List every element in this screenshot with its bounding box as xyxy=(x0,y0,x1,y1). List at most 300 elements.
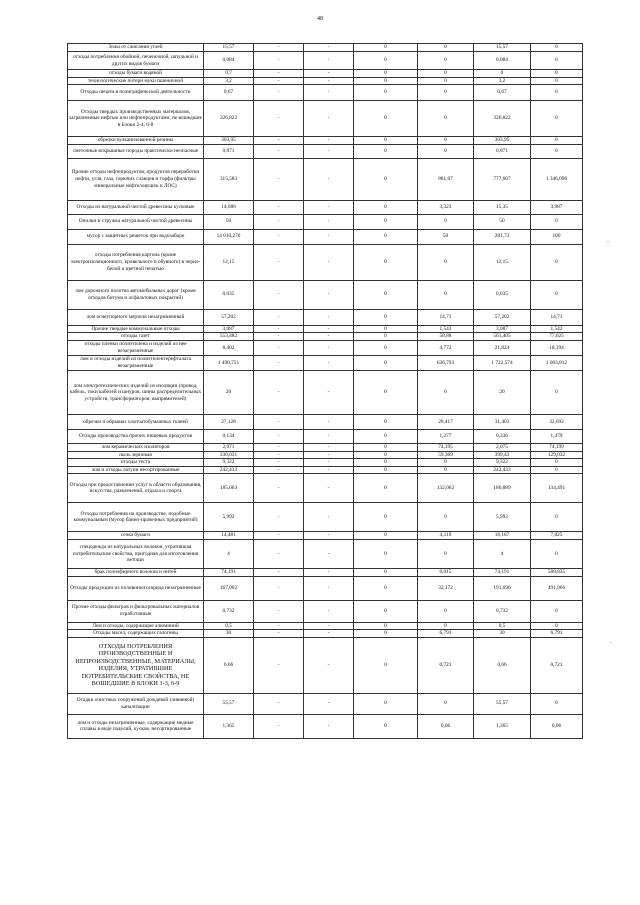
value-cell: 15,57 xyxy=(474,44,531,52)
value-cell: 0 xyxy=(354,600,418,622)
value-cell: - xyxy=(304,137,354,145)
value-cell: 0 xyxy=(354,637,418,693)
value-cell: 57,202 xyxy=(204,309,254,325)
value-cell: 0 xyxy=(418,244,474,280)
value-cell: - xyxy=(304,622,354,630)
value-cell: 0,721 xyxy=(531,637,583,693)
value-cell: 15,35 xyxy=(474,200,531,214)
value-cell: 1 346,096 xyxy=(531,158,583,200)
value-cell: 50,88 xyxy=(418,333,474,341)
value-cell: - xyxy=(304,244,354,280)
value-cell: 0,66 xyxy=(474,637,531,693)
value-cell: 0 xyxy=(474,70,531,78)
value-cell: 326,822 xyxy=(204,101,254,137)
value-cell: - xyxy=(304,576,354,600)
value-cell: 0 xyxy=(354,144,418,158)
value-cell: - xyxy=(304,229,354,244)
value-cell: - xyxy=(304,325,354,333)
value-cell: 0,732 xyxy=(204,600,254,622)
table-row xyxy=(68,280,583,309)
value-cell: 185,063 xyxy=(204,474,254,503)
table-row xyxy=(68,70,583,78)
value-cell: 0 xyxy=(418,52,474,70)
value-cell: 0,871 xyxy=(204,144,254,158)
value-cell: 0,67 xyxy=(204,85,254,101)
waste-name-cell: сечка бумаги xyxy=(68,532,204,540)
value-cell: 74,195 xyxy=(418,443,474,451)
value-cell: 0 xyxy=(354,158,418,200)
value-cell: 15,57 xyxy=(204,44,254,52)
table-row xyxy=(68,244,583,280)
value-cell: - xyxy=(304,637,354,693)
value-cell: 326,822 xyxy=(474,101,531,137)
waste-name-cell: отходы газет xyxy=(68,333,204,341)
value-cell: - xyxy=(304,474,354,503)
table-row xyxy=(68,325,583,333)
value-cell: - xyxy=(254,309,304,325)
value-cell: 3,087 xyxy=(474,325,531,333)
value-cell: - xyxy=(254,44,304,52)
value-cell: 777,607 xyxy=(474,158,531,200)
value-cell: 242,433 xyxy=(204,466,254,474)
value-cell: 0 xyxy=(418,622,474,630)
value-cell: 0 xyxy=(418,85,474,101)
value-cell: 0 xyxy=(354,532,418,540)
value-cell: 20 xyxy=(204,370,254,414)
value-cell: 281,73 xyxy=(474,229,531,244)
value-cell: 18,187 xyxy=(474,532,531,540)
waste-name-cell: Золы от сжигания углей xyxy=(68,44,204,52)
value-cell: 0,5 xyxy=(204,622,254,630)
value-cell: 0 xyxy=(354,693,418,714)
waste-name-cell: обрезки и обрывки хлопчатобумажных тканей xyxy=(68,414,204,429)
value-cell: 1,543 xyxy=(531,325,583,333)
table-row xyxy=(68,52,583,70)
waste-name-cell: мусор с защитных решеток при водозаборе xyxy=(68,229,204,244)
value-cell: 0 xyxy=(354,340,418,355)
value-cell: 0 xyxy=(531,137,583,145)
value-cell: 0 xyxy=(354,333,418,341)
table-row xyxy=(68,355,583,370)
value-cell: - xyxy=(254,693,304,714)
value-cell: - xyxy=(254,214,304,229)
waste-name-cell: лом керамических изоляторов xyxy=(68,443,204,451)
waste-name-cell: Отходы печати в полиграфической деятельности xyxy=(68,85,204,101)
value-cell: 0 xyxy=(354,630,418,638)
value-cell: 0 xyxy=(354,325,418,333)
value-cell: - xyxy=(254,600,304,622)
value-cell: 167,002 xyxy=(204,576,254,600)
value-cell: 0 xyxy=(418,101,474,137)
value-cell: 50 xyxy=(474,214,531,229)
value-cell: 0,336 xyxy=(474,429,531,443)
value-cell: 0 xyxy=(354,443,418,451)
value-cell: 0,06 xyxy=(418,714,474,738)
waste-name-cell: Осадки очистных сооружений дождевой (ливневой) канализации xyxy=(68,693,204,714)
value-cell: 242,433 xyxy=(474,466,531,474)
value-cell: - xyxy=(254,200,304,214)
value-cell: 134,491 xyxy=(531,474,583,503)
value-cell: - xyxy=(254,280,304,309)
value-cell: 0 xyxy=(354,503,418,532)
value-cell: 6,791 xyxy=(531,630,583,638)
value-cell: 32,692 xyxy=(531,414,583,429)
value-cell: - xyxy=(254,443,304,451)
value-cell: 59,369 xyxy=(418,451,474,459)
value-cell: 1,543 xyxy=(418,325,474,333)
table-row xyxy=(68,144,583,158)
table-row xyxy=(68,101,583,137)
value-cell: 0 xyxy=(418,44,474,52)
waste-name-cell: ОТХОДЫ ПОТРЕБЛЕНИЯ ПРОИЗВОДСТВЕННЫЕ И НЕПРОИЗВОДСТВЕННЫЕ, МАТЕРИАЛЫ, ИЗДЕЛИЯ, УТРАТИВШИЕ ПОТРЕБИТЕЛЬСКИЕ СВОЙСТВА, НЕ ВОШЕДШИЕ В БЛОКИ 1-3, 6-9 xyxy=(68,637,204,693)
value-cell: 0 xyxy=(531,44,583,52)
value-cell: 0 xyxy=(354,77,418,85)
value-cell: 0 xyxy=(531,214,583,229)
value-cell: 0 xyxy=(418,693,474,714)
value-cell: - xyxy=(304,214,354,229)
value-cell: 50 xyxy=(204,214,254,229)
waste-name-cell: лом и отходы изделий из полиэтилентерефталата незагрязненные xyxy=(68,355,204,370)
value-cell: 3,323 xyxy=(418,200,474,214)
value-cell: 0,035 xyxy=(474,280,531,309)
waste-name-cell: технологические потери муки пшеничной xyxy=(68,77,204,85)
table-row xyxy=(68,214,583,229)
waste-name-cell: Отходы производства прочих пищевых продуктов xyxy=(68,429,204,443)
value-cell: 0 xyxy=(354,539,418,568)
waste-name-cell: Прочие твердые коммунальные отходы xyxy=(68,325,204,333)
waste-name-cell: лом и отходы латуни несортированные xyxy=(68,466,204,474)
value-cell: 3,087 xyxy=(204,325,254,333)
value-cell: 9,322 xyxy=(474,459,531,467)
value-cell: - xyxy=(254,52,304,70)
value-cell: 0 xyxy=(531,503,583,532)
value-cell: 100 xyxy=(531,229,583,244)
value-cell: - xyxy=(254,355,304,370)
waste-name-cell: обрезки вулканизованной резины xyxy=(68,137,204,145)
waste-name-cell: Отходы потребления на производстве, подобные коммунальным (мусор банно-прачечных предприятий) xyxy=(68,503,204,532)
value-cell: 0 xyxy=(531,600,583,622)
value-cell: - xyxy=(254,539,304,568)
value-cell: 3,2 xyxy=(474,77,531,85)
value-cell: - xyxy=(254,325,304,333)
value-cell: 0 xyxy=(418,280,474,309)
value-cell: 491,966 xyxy=(531,576,583,600)
value-cell: 57,202 xyxy=(474,309,531,325)
value-cell: - xyxy=(304,600,354,622)
value-cell: - xyxy=(254,429,304,443)
value-cell: - xyxy=(254,70,304,78)
margin-mark: - xyxy=(607,239,609,245)
value-cell: 0 xyxy=(418,70,474,78)
value-cell: 30 xyxy=(474,630,531,638)
value-cell: 330,031 xyxy=(204,451,254,459)
value-cell: 0 xyxy=(354,52,418,70)
value-cell: 55,57 xyxy=(204,693,254,714)
value-cell: 0 xyxy=(354,576,418,600)
value-cell: 2,075 xyxy=(474,443,531,451)
value-cell: 0,134 xyxy=(204,429,254,443)
value-cell: - xyxy=(304,340,354,355)
value-cell: 0,06 xyxy=(531,714,583,738)
value-cell: 129,032 xyxy=(531,451,583,459)
value-cell: 55,57 xyxy=(474,693,531,714)
value-cell: - xyxy=(254,637,304,693)
table-row xyxy=(68,693,583,714)
table-row xyxy=(68,576,583,600)
table-row xyxy=(68,77,583,85)
value-cell: - xyxy=(304,44,354,52)
value-cell: 50 xyxy=(418,229,474,244)
value-cell: 0 xyxy=(354,309,418,325)
waste-name-cell: отходы теста xyxy=(68,459,204,467)
value-cell: 0 xyxy=(354,229,418,244)
value-cell: 5,992 xyxy=(204,503,254,532)
value-cell: - xyxy=(304,355,354,370)
value-cell: - xyxy=(254,229,304,244)
value-cell: - xyxy=(254,568,304,576)
waste-name-cell: лом и отходы незагрязненные, содержащие медные сплавы в виде изделий, кусков, несортированные xyxy=(68,714,204,738)
value-cell: - xyxy=(254,158,304,200)
value-cell: 0 xyxy=(354,429,418,443)
value-cell: - xyxy=(304,85,354,101)
waste-name-cell: Отходы продукции из поливинилхлорида незагрязненные xyxy=(68,576,204,600)
value-cell: 0 xyxy=(531,244,583,280)
value-cell: 0,084 xyxy=(204,52,254,70)
value-cell: 0 xyxy=(531,280,583,309)
value-cell: 0 xyxy=(418,370,474,414)
waste-name-cell: Прочие отходы фильтров и фильтровальных материалов отработанные xyxy=(68,600,204,622)
value-cell: 0 xyxy=(354,568,418,576)
value-cell: 636,793 xyxy=(418,355,474,370)
value-cell: 0 xyxy=(354,244,418,280)
value-cell: 28,417 xyxy=(418,414,474,429)
value-cell: 20 xyxy=(474,370,531,414)
waste-name-cell: отходы потребления картона (кроме электроизоляционного, кровельного и обувного) в черно-белой и цветной печатью xyxy=(68,244,204,280)
table-row xyxy=(68,137,583,145)
value-cell: 7,825 xyxy=(531,532,583,540)
value-cell: - xyxy=(254,340,304,355)
table-row xyxy=(68,622,583,630)
waste-name-cell: отходы потребления обойной, печеночной, шпульной и других видов бумаги xyxy=(68,52,204,70)
value-cell: - xyxy=(254,532,304,540)
value-cell: - xyxy=(304,200,354,214)
waste-name-cell: Отходы из натуральной чистой древесины кусковые xyxy=(68,200,204,214)
value-cell: - xyxy=(304,77,354,85)
waste-name-cell: отходы пленки полиэтилена и изделий из нее незагрязненные xyxy=(68,340,204,355)
value-cell: 0 xyxy=(354,280,418,309)
value-cell: 0,015 xyxy=(418,568,474,576)
value-cell: 12,15 xyxy=(204,244,254,280)
value-cell: - xyxy=(304,503,354,532)
value-cell: 0 xyxy=(531,101,583,137)
value-cell: - xyxy=(254,144,304,158)
waste-name-cell: брак полиэфирного волокна и нитей xyxy=(68,568,204,576)
value-cell: 0 xyxy=(531,459,583,467)
value-cell: - xyxy=(304,451,354,459)
value-cell: 74,191 xyxy=(474,568,531,576)
value-cell: 553,482 xyxy=(204,333,254,341)
waste-name-cell: Отходы масел, содержащих галогены xyxy=(68,630,204,638)
value-cell: - xyxy=(254,244,304,280)
value-cell: - xyxy=(254,333,304,341)
value-cell: 4 xyxy=(204,539,254,568)
table-row xyxy=(68,340,583,355)
value-cell: 4 xyxy=(474,539,531,568)
value-cell: - xyxy=(304,309,354,325)
waste-name-cell: пыль зерновая xyxy=(68,451,204,459)
value-cell: 14,71 xyxy=(418,309,474,325)
value-cell: 0 xyxy=(418,144,474,158)
value-cell: - xyxy=(304,693,354,714)
value-cell: 6,791 xyxy=(418,630,474,638)
table-row xyxy=(68,503,583,532)
value-cell: 1 490,751 xyxy=(204,355,254,370)
table-row xyxy=(68,429,583,443)
value-cell: 0 xyxy=(354,137,418,145)
value-cell: 0 xyxy=(354,85,418,101)
value-cell: 0 xyxy=(354,214,418,229)
value-cell: 0 xyxy=(531,370,583,414)
waste-name-cell: отходы бумаги водяной xyxy=(68,70,204,78)
value-cell: 0 xyxy=(531,70,583,78)
value-cell: - xyxy=(304,466,354,474)
table-row xyxy=(68,414,583,429)
value-cell: - xyxy=(254,466,304,474)
value-cell: 0 xyxy=(354,44,418,52)
value-cell: - xyxy=(304,370,354,414)
waste-name-cell: сметочные вскрышные породы практически неопасные xyxy=(68,144,204,158)
value-cell: 1 003,812 xyxy=(531,355,583,370)
value-cell: 0 xyxy=(531,144,583,158)
value-cell: 5,992 xyxy=(474,503,531,532)
value-cell: 0 xyxy=(354,355,418,370)
value-cell: 399,43 xyxy=(474,451,531,459)
waste-name-cell: Отходы при предоставлении услуг в области образования, искусства, развлечений, отдыха и спорта xyxy=(68,474,204,503)
value-cell: 8,402 xyxy=(204,340,254,355)
value-cell: - xyxy=(304,443,354,451)
value-cell: 0 xyxy=(354,70,418,78)
value-cell: 0,732 xyxy=(474,600,531,622)
value-cell: 0 xyxy=(354,370,418,414)
value-cell: 0 xyxy=(531,622,583,630)
value-cell: 9,322 xyxy=(204,459,254,467)
table-row xyxy=(68,451,583,459)
value-cell: 2,071 xyxy=(204,443,254,451)
value-cell: 0 xyxy=(354,474,418,503)
waste-table xyxy=(67,43,583,739)
value-cell: - xyxy=(304,459,354,467)
value-cell: - xyxy=(254,630,304,638)
value-cell: 0,67 xyxy=(474,85,531,101)
value-cell: 0 xyxy=(354,200,418,214)
value-cell: - xyxy=(304,70,354,78)
value-cell: 0,7 xyxy=(204,70,254,78)
value-cell: - xyxy=(254,622,304,630)
table-row xyxy=(68,370,583,414)
value-cell: 0,084 xyxy=(474,52,531,70)
value-cell: 4,772 xyxy=(418,340,474,355)
value-cell: 561,405 xyxy=(474,333,531,341)
value-cell: - xyxy=(304,630,354,638)
value-cell: 0 xyxy=(354,459,418,467)
value-cell: 0 xyxy=(354,622,418,630)
waste-name-cell: спецодежда из натуральных волокон, утратившая потребительские свойства, пригодная для изготовления ветоши xyxy=(68,539,204,568)
value-cell: 12,15 xyxy=(474,244,531,280)
table-row xyxy=(68,459,583,467)
page-number: 48 xyxy=(317,16,323,22)
waste-name-cell: лом дорожного полотна автомобильных дорог (кроме отходов битума и асфальтовых покрытий) xyxy=(68,280,204,309)
value-cell: - xyxy=(254,414,304,429)
table-row xyxy=(68,532,583,540)
value-cell: 0,721 xyxy=(418,637,474,693)
value-cell: 0 xyxy=(418,137,474,145)
value-cell: - xyxy=(254,459,304,467)
value-cell: 0,5 xyxy=(474,622,531,630)
table-row xyxy=(68,85,583,101)
value-cell: - xyxy=(304,280,354,309)
value-cell: - xyxy=(304,539,354,568)
value-cell: 14,71 xyxy=(531,309,583,325)
value-cell: - xyxy=(254,714,304,738)
value-cell: 0 xyxy=(418,600,474,622)
value-cell: 0 xyxy=(418,459,474,467)
table-row xyxy=(68,539,583,568)
value-cell: 0 xyxy=(418,214,474,229)
value-cell: - xyxy=(304,158,354,200)
value-cell: - xyxy=(304,144,354,158)
value-cell: 0 xyxy=(531,693,583,714)
value-cell: 303,95 xyxy=(204,137,254,145)
table-row xyxy=(68,333,583,341)
value-cell: 31,403 xyxy=(474,414,531,429)
value-cell: 0 xyxy=(354,451,418,459)
value-cell: 0 xyxy=(531,466,583,474)
value-cell: - xyxy=(254,451,304,459)
table-row xyxy=(68,443,583,451)
value-cell: 0,871 xyxy=(474,144,531,158)
value-cell: 0 xyxy=(354,466,418,474)
value-cell: 0 xyxy=(531,77,583,85)
value-cell: 3,2 xyxy=(204,77,254,85)
value-cell: 14,481 xyxy=(204,532,254,540)
value-cell: - xyxy=(304,568,354,576)
value-cell: - xyxy=(304,52,354,70)
value-cell: 0 xyxy=(418,466,474,474)
value-cell: - xyxy=(254,101,304,137)
waste-name-cell: лом электротехнических изделий из изоляции (провод, кабель, токи кабелей и шнуров, шины распределительных устройств, трансформаторов, выпрямителей) xyxy=(68,370,204,414)
value-cell: 4,119 xyxy=(418,532,474,540)
value-cell: 0 xyxy=(418,503,474,532)
value-cell: 315,583 xyxy=(204,158,254,200)
value-cell: 27,128 xyxy=(204,414,254,429)
value-cell: 186,889 xyxy=(474,474,531,503)
value-cell: 21,824 xyxy=(474,340,531,355)
value-cell: 0,035 xyxy=(204,280,254,309)
value-cell: 0,66 xyxy=(204,637,254,693)
value-cell: 77,025 xyxy=(531,333,583,341)
value-cell: 0 xyxy=(354,714,418,738)
value-cell: 0 xyxy=(418,539,474,568)
value-cell: 1,365 xyxy=(474,714,531,738)
waste-name-cell: Отходы твердых производственных материалов, загрязненные нефтью или нефтепродуктами, не вошедшие в Блоки 2-4, 6-8 xyxy=(68,101,204,137)
table-row xyxy=(68,466,583,474)
value-cell: 14,686 xyxy=(204,200,254,214)
value-cell: - xyxy=(304,714,354,738)
value-cell: 0 xyxy=(354,414,418,429)
value-cell: 1,365 xyxy=(204,714,254,738)
value-cell: 1,277 xyxy=(418,429,474,443)
waste-name-cell: лом огнеупорного мертеля незагрязненный xyxy=(68,309,204,325)
